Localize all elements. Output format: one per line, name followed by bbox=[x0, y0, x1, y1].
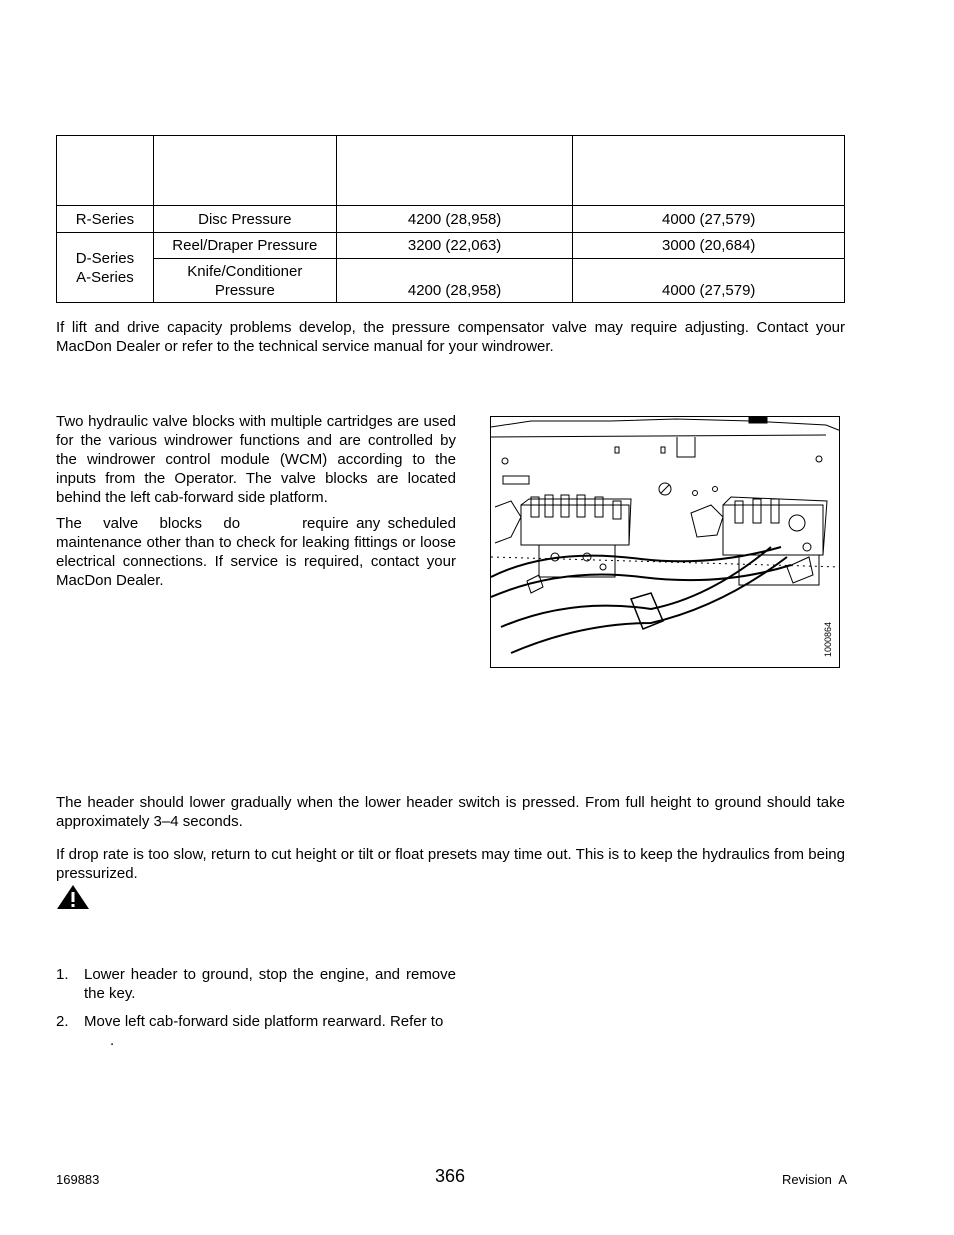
function-line: Pressure bbox=[214, 281, 275, 299]
series-label: D-Series bbox=[75, 249, 135, 267]
pressure-table bbox=[56, 135, 845, 303]
header-cell bbox=[573, 136, 845, 206]
valve-blocks-figure bbox=[490, 416, 840, 668]
pressure-cell: 4200 (28,958) bbox=[336, 259, 573, 303]
pressure-cell: 3200 (22,063) bbox=[336, 233, 573, 259]
drop-rate-timeout-paragraph: If drop rate is too slow, return to cut height or tilt or float presets may time out. This is to keep the hydraulics from being pressurized. bbox=[56, 846, 845, 882]
page-number: 366 bbox=[435, 1166, 466, 1186]
function-cell: Reel/Draper Pressure bbox=[153, 233, 336, 259]
table-row bbox=[57, 206, 845, 233]
function-cell bbox=[153, 259, 336, 303]
step-text-tail: . bbox=[110, 1032, 115, 1049]
step-text: Lower header to ground, stop the engine, and remove the key. bbox=[84, 966, 456, 1002]
step-number: 1. bbox=[56, 966, 69, 983]
warning-icon bbox=[56, 884, 90, 910]
revision-label: Revision A bbox=[782, 1172, 848, 1187]
series-label: A-Series bbox=[76, 268, 134, 286]
function-cell: Disc Pressure bbox=[153, 206, 336, 233]
valve-blocks-maintenance-paragraph bbox=[56, 514, 456, 590]
list-item bbox=[56, 965, 456, 1003]
series-cell bbox=[57, 233, 154, 303]
header-cell bbox=[153, 136, 336, 206]
drop-rate-paragraph: The header should lower gradually when the lower header switch is pressed. From full height to ground should take approximately 3–4 seconds. bbox=[56, 794, 845, 830]
compensator-paragraph: If lift and drive capacity problems develop, the pressure compensator valve may require adjusting. Contact your MacDon Dealer or refer to the technical service manual for your windrower. bbox=[56, 319, 845, 355]
valve-blocks-paragraph: Two hydraulic valve blocks with multiple cartridges are used for the various windrower functions and are controlled by the windrower control module (WCM) according to the inputs from the Operator. The valve blocks are located behind the left cab-forward side platform. bbox=[56, 413, 456, 506]
series-cell: R-Series bbox=[57, 206, 154, 233]
maintenance-text-rest: require any scheduled maintenance other than to check for leaking fittings or loose electrical connections. If service is required, contact your MacDon Dealer. bbox=[56, 515, 456, 589]
header-cell bbox=[336, 136, 573, 206]
step-number: 2. bbox=[56, 1013, 69, 1030]
valve-blocks-illustration bbox=[491, 417, 840, 668]
pressure-cell: 4200 (28,958) bbox=[336, 206, 573, 233]
figure-number: 1000864 bbox=[823, 621, 833, 657]
pressure-cell: 3000 (20,684) bbox=[573, 233, 845, 259]
pressure-cell: 4000 (27,579) bbox=[573, 259, 845, 303]
function-line: Knife/Conditioner bbox=[187, 262, 303, 280]
maintenance-text-start: The valve blocks do bbox=[56, 515, 241, 532]
table-row bbox=[57, 259, 845, 303]
table-row bbox=[57, 233, 845, 259]
list-item bbox=[56, 1012, 456, 1050]
table-header-row bbox=[57, 136, 845, 206]
header-cell bbox=[57, 136, 154, 206]
procedure-steps bbox=[56, 965, 456, 1059]
step-text: Move left cab-forward side platform rearward. Refer to bbox=[84, 1013, 444, 1030]
pressure-cell: 4000 (27,579) bbox=[573, 206, 845, 233]
document-number: 169883 bbox=[56, 1172, 100, 1187]
